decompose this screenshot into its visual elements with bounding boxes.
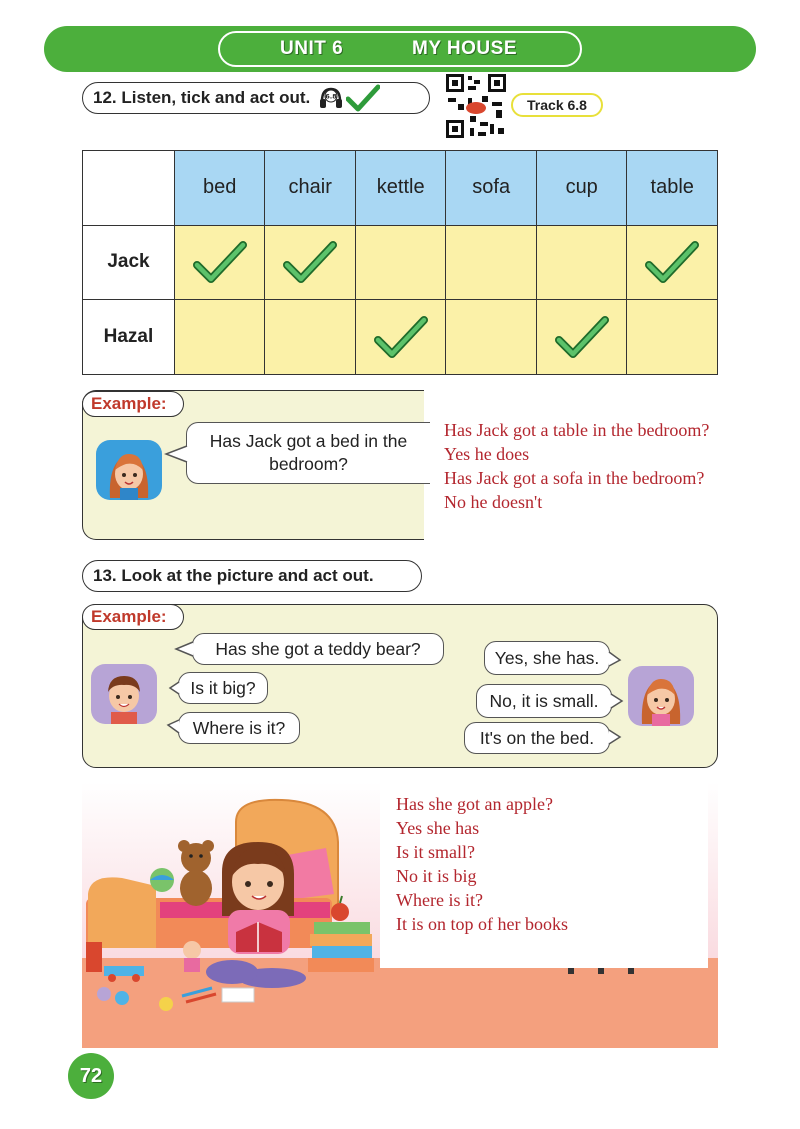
tick-cell[interactable] [355, 225, 446, 300]
tick-cell[interactable] [627, 300, 718, 375]
tick-icon [346, 84, 380, 112]
example-question-text: Has Jack got a bed in the bedroom? [209, 431, 408, 474]
tick-mark-icon [555, 314, 609, 360]
example-label: Example: [82, 391, 184, 417]
answer-line: Is it small? [396, 842, 475, 862]
tick-mark-icon [645, 239, 699, 285]
column-header: kettle [355, 151, 446, 226]
answer-line: No he doesn't [444, 492, 543, 512]
column-header: sofa [446, 151, 536, 226]
tick-cell[interactable] [536, 300, 627, 375]
tick-cell[interactable] [265, 300, 356, 375]
exercise-12-heading [82, 82, 430, 114]
question-bubble [192, 633, 444, 665]
column-header: bed [174, 151, 265, 226]
tick-cell[interactable] [536, 225, 627, 300]
answer-line: Yes she has [396, 818, 480, 838]
tick-table [82, 150, 718, 375]
answer-line: Has Jack got a table in the bedroom? [444, 420, 710, 440]
track-badge[interactable]: Track 6.8 [511, 93, 603, 117]
answer-line: It is on top of her books [396, 914, 568, 934]
row-name: Jack [83, 225, 175, 300]
answer-line: Has Jack got a sofa in the bedroom? [444, 468, 705, 488]
question-text: Where is it? [192, 717, 286, 738]
qr-code-icon[interactable] [444, 72, 508, 140]
reply-bubble [484, 641, 610, 675]
tick-cell[interactable] [446, 300, 536, 375]
bubble-tail [168, 680, 180, 696]
table-corner-cell [83, 151, 175, 226]
reply-text: No, it is small. [489, 690, 599, 711]
tick-cell[interactable] [355, 300, 446, 375]
bubble-tail [164, 444, 188, 464]
unit-label: UNIT 6 [280, 38, 344, 59]
answer-line: Where is it? [396, 890, 483, 910]
exercise-13-heading [82, 560, 422, 592]
answer-line: Yes he does [444, 444, 530, 464]
column-header: chair [265, 151, 356, 226]
column-header: table [627, 151, 718, 226]
table-row [83, 300, 718, 375]
question-text: Has she got a teddy bear? [215, 638, 421, 659]
row-name: Hazal [83, 300, 175, 375]
reply-bubble [464, 722, 610, 754]
girl-avatar-icon [628, 666, 694, 726]
boy-avatar-icon [91, 664, 157, 724]
bubble-tail [608, 650, 622, 668]
table-row [83, 225, 718, 300]
headphone-icon [318, 85, 344, 111]
example-label: Example: [82, 604, 184, 630]
bubble-tail [608, 728, 622, 746]
exercise-13-instruction: 13. Look at the picture and act out. [93, 566, 374, 585]
reply-bubble [476, 684, 612, 718]
tick-cell[interactable] [174, 300, 265, 375]
tick-mark-icon [193, 239, 247, 285]
exercise-12-answers [444, 418, 709, 514]
reply-text: It's on the bed. [479, 727, 595, 748]
answer-line: Has she got an apple? [396, 794, 553, 814]
unit-header-pill [218, 31, 582, 67]
reply-text: Yes, she has. [494, 647, 600, 668]
exercise-12-instruction: 12. Listen, tick and act out. [93, 88, 311, 107]
answer-line: No it is big [396, 866, 477, 886]
tick-cell[interactable] [627, 225, 718, 300]
girl-avatar-icon [96, 440, 162, 500]
example-question-bubble [186, 422, 430, 484]
question-text: Is it big? [190, 677, 256, 698]
tick-mark-icon [283, 239, 337, 285]
column-header: cup [536, 151, 627, 226]
bubble-tail [174, 640, 194, 658]
exercise-13-answers [396, 792, 568, 936]
question-bubble [178, 712, 300, 744]
bubble-tail [166, 718, 180, 736]
tick-cell[interactable] [265, 225, 356, 300]
page-number: 72 [68, 1053, 114, 1099]
bubble-tail [610, 692, 624, 710]
svg-text:6.8: 6.8 [325, 92, 338, 101]
tick-cell[interactable] [174, 225, 265, 300]
tick-mark-icon [374, 314, 428, 360]
tick-cell[interactable] [446, 225, 536, 300]
unit-title: MY HOUSE [412, 38, 518, 59]
question-bubble [178, 672, 268, 704]
